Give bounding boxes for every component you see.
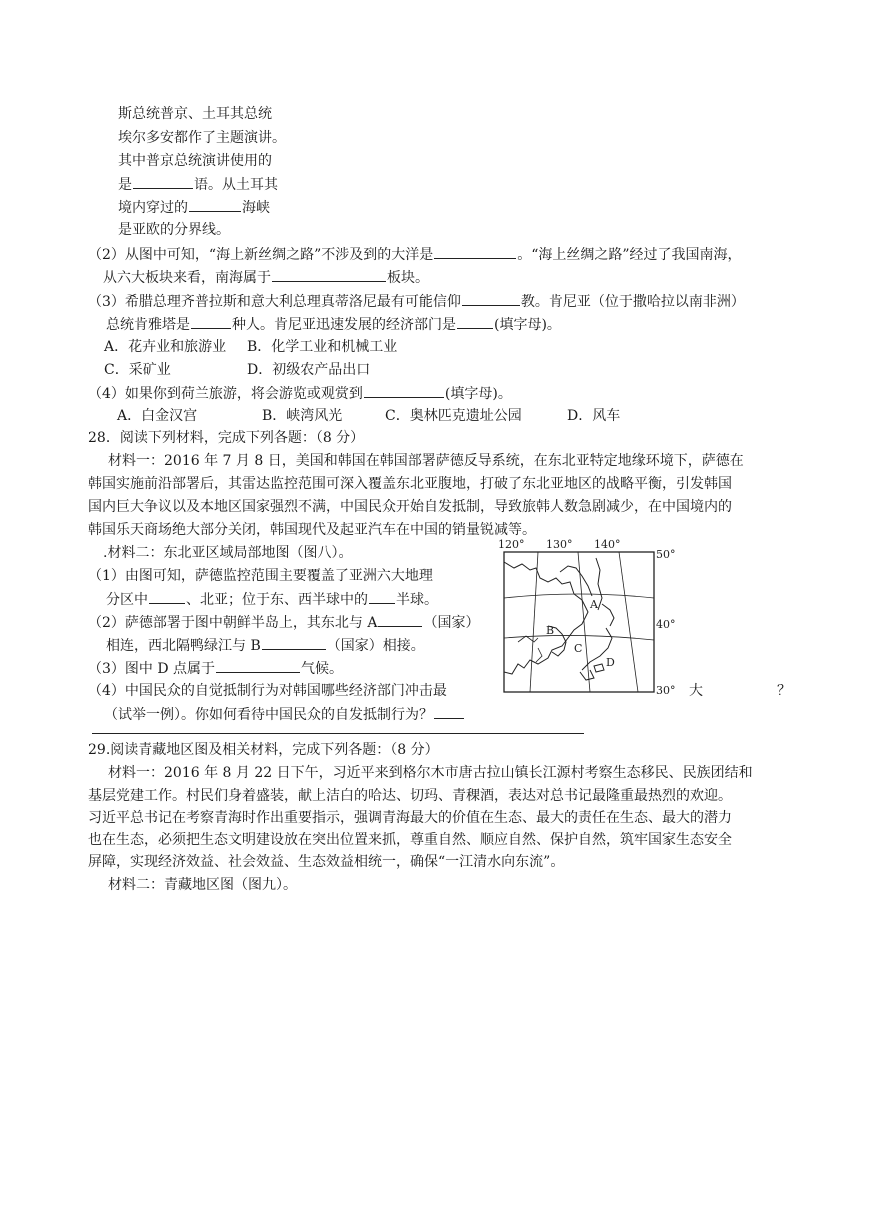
q27-part4-line bbox=[88, 383, 512, 403]
q28-heading: 28．阅读下列材料，完成下列各题：（8 分） bbox=[88, 430, 365, 446]
q28-sub3-text-b: 气候。 bbox=[301, 661, 344, 677]
intro-line-5-text-b: 海峡 bbox=[242, 200, 270, 216]
q28-material1-line2: 韩国实施前沿部署后，其雷达监控范围可深入覆盖东北亚腹地，打破了东北亚地区的战略平衡，引发韩国 bbox=[88, 476, 732, 492]
intro-line-1: 斯总统普京、土耳其总统 bbox=[118, 106, 272, 122]
map-point-a: A bbox=[590, 598, 598, 611]
shikoku-island bbox=[594, 664, 604, 672]
q28-sub1-line2 bbox=[106, 589, 438, 609]
kyushu-island bbox=[580, 670, 594, 680]
q27-part2-text-d: 板块。 bbox=[387, 270, 429, 286]
answer-blank-sector[interactable] bbox=[457, 314, 493, 329]
q27-option-d: D．初级农产品出口 bbox=[247, 362, 371, 378]
q28-sub4-text-d: （试举一例）。你如何看待中国民众的自发抵制行为？ bbox=[104, 707, 433, 723]
intro-line-4 bbox=[118, 174, 278, 194]
q28-sub3-line bbox=[88, 658, 343, 678]
q27-part3-text-b: 教。肯尼亚（位于撒哈拉以南非洲） bbox=[520, 294, 745, 310]
intro-line-4-text-b: 语。从土耳其 bbox=[194, 177, 278, 193]
q28-sub4-line2 bbox=[104, 704, 465, 724]
answer-blank-country-a[interactable] bbox=[378, 612, 422, 627]
lon-label-140: 140° bbox=[594, 538, 621, 551]
q27-option-b: B．化学工业和机械工业 bbox=[247, 339, 398, 355]
q27-part2-line1 bbox=[88, 244, 742, 264]
q27-part3-text-a: （3）希腊总理齐普拉斯和意大利总理真蒂洛尼最有可能信仰 bbox=[88, 294, 461, 310]
q27-part3-text-d: 种人。肯尼亚迅速发展的经济部门是 bbox=[232, 317, 456, 333]
answer-blank-religion[interactable] bbox=[462, 291, 520, 306]
q29-material1-line2: 基层党建工作。村民们身着盛装，献上洁白的哈达、切玛、青稞酒，表达对总书记最隆重最热烈的欢迎。 bbox=[88, 788, 732, 804]
q27-part3-text-e: (填字母)。 bbox=[494, 317, 561, 333]
q29-material1-line4: 也在生态，必须把生态文明建设放在突出位置来抓，尊重自然、顺应自然、保护自然，筑牢国家生态安全 bbox=[88, 832, 732, 848]
q29-material1-line5: 屏障，实现经济效益、社会效益、生态效益相统一，确保“一江清水向东流”。 bbox=[88, 854, 565, 870]
lat-label-30: 30° bbox=[656, 684, 676, 697]
q28-sub4-question-mark: ？ bbox=[777, 683, 791, 699]
q27-part3-line1 bbox=[88, 291, 745, 311]
answer-blank-hemisphere[interactable] bbox=[369, 589, 395, 604]
answer-blank-language[interactable] bbox=[133, 174, 193, 189]
lon-label-120: 120° bbox=[498, 538, 525, 551]
q27-option-a: A．花卉业和旅游业 bbox=[104, 339, 227, 355]
q28-material1-line1: 材料一：2016 年 7 月 8 日，美国和韩国在韩国部署萨德反导系统，在东北亚特定地缘环境下，萨德在 bbox=[108, 453, 744, 469]
answer-blank-region[interactable] bbox=[149, 589, 185, 604]
answer-line-opinion[interactable] bbox=[92, 733, 584, 734]
lat-label-50: 50° bbox=[656, 548, 676, 561]
answer-blank-ocean[interactable] bbox=[434, 244, 516, 259]
q28-sub1-text-d: 半球。 bbox=[396, 592, 438, 608]
map-point-c: C bbox=[574, 642, 583, 655]
meridian-line bbox=[619, 552, 638, 692]
q27-part4-option-a: A．白金汉宫 bbox=[117, 408, 198, 424]
q27-part3-text-c: 总统肯雅塔是 bbox=[106, 317, 190, 333]
q28-sub4-line1: （4）中国民众的自觉抵制行为对韩国哪些经济部门冲击最 bbox=[88, 683, 447, 699]
answer-blank-strait[interactable] bbox=[189, 197, 241, 212]
q28-sub1-text-c: 、北亚；位于东、西半球中的 bbox=[186, 592, 368, 608]
q28-sub2-text-a: （2）萨德部署于图中朝鲜半岛上，其东北与 A bbox=[88, 615, 378, 631]
q27-part4-text-b: (填字母)。 bbox=[444, 386, 512, 402]
q27-part2-text-a: （2）从图中可知，“海上新丝绸之路”不涉及到的大洋是 bbox=[88, 247, 434, 263]
q29-heading: 29.阅读青藏地区图及相关材料，完成下列各题：（8 分） bbox=[88, 742, 439, 758]
coast-north bbox=[560, 566, 592, 596]
q28-sub4-text-da: 大 bbox=[689, 683, 703, 699]
q28-sub1-text-b: 分区中 bbox=[106, 592, 148, 608]
mainland-coast bbox=[504, 562, 588, 674]
lat-label-40: 40° bbox=[656, 618, 676, 631]
answer-blank-opinion[interactable] bbox=[434, 704, 464, 719]
q28-sub2-text-d: （国家）相接。 bbox=[326, 638, 425, 654]
lon-label-130: 130° bbox=[546, 538, 573, 551]
intro-line-6: 是亚欧的分界线。 bbox=[118, 222, 230, 238]
q29-material1-line3: 习近平总书记在考察青海时作出重要指示，强调青海最大的价值在生态、最大的责任在生态、最大的潜力 bbox=[88, 810, 732, 826]
q28-sub2-text-b: （国家） bbox=[423, 615, 480, 631]
answer-blank-country-b[interactable] bbox=[262, 635, 326, 650]
q28-material1-line4: 韩国乐天商场绝大部分关闭，韩国现代及起亚汽车在中国的销量锐减等。 bbox=[88, 522, 536, 538]
q28-sub3-text-a: （3）图中 D 点属于 bbox=[88, 661, 216, 677]
intro-line-2: 埃尔多安都作了主题演讲。 bbox=[118, 130, 286, 146]
q27-part4-option-b: B．峡湾风光 bbox=[262, 408, 343, 424]
q28-material1-line3: 国内巨大争议以及本地区国家强烈不满，中国民众开始自发抵制，导致旅韩人数急剧减少，在中国境内的 bbox=[88, 499, 732, 515]
q27-option-c: C．采矿业 bbox=[104, 362, 171, 378]
q28-sub2-line2 bbox=[106, 635, 425, 655]
answer-blank-netherlands[interactable] bbox=[364, 383, 444, 398]
q28-sub2-text-c: 相连，西北隔鸭绿江与 B bbox=[106, 638, 261, 654]
answer-blank-climate[interactable] bbox=[216, 658, 300, 673]
answer-blank-plate[interactable] bbox=[272, 267, 386, 282]
map-point-b: B bbox=[546, 624, 555, 637]
q27-part4-option-d: D．风车 bbox=[567, 408, 621, 424]
q27-part4-text-a: （4）如果你到荷兰旅游，将会游览或观赏到 bbox=[88, 386, 363, 402]
map-frame bbox=[504, 552, 654, 692]
northeast-asia-map bbox=[478, 538, 680, 706]
q27-part4-option-c: C．奥林匹克遗址公园 bbox=[385, 408, 522, 424]
map-point-d: D bbox=[606, 656, 615, 669]
hokkaido-island bbox=[602, 604, 614, 626]
q27-part2-text-c: 从六大板块来看，南海属于 bbox=[103, 270, 271, 286]
q29-material1-line1: 材料一：2016 年 8 月 22 日下午，习近平来到格尔木市唐古拉山镇长江源村考察生态移民、民族团结和 bbox=[108, 765, 753, 781]
river-line bbox=[536, 648, 542, 662]
q27-part2-line2 bbox=[103, 267, 429, 287]
q28-material2: .材料二：东北亚区域局部地图（图八）。 bbox=[103, 545, 353, 561]
intro-line-5 bbox=[118, 197, 270, 217]
answer-blank-race[interactable] bbox=[191, 314, 231, 329]
meridian-line bbox=[530, 552, 538, 692]
q27-part2-text-b: 。“海上丝绸之路”经过了我国南海， bbox=[517, 247, 742, 263]
intro-line-5-text-a: 境内穿过的 bbox=[118, 200, 188, 216]
intro-line-3: 其中普京总统演讲使用的 bbox=[118, 153, 272, 169]
intro-line-4-text-a: 是 bbox=[118, 177, 132, 193]
q28-sub2-line1 bbox=[88, 612, 479, 632]
q29-material2: 材料二：青藏地区图（图九）。 bbox=[108, 877, 297, 893]
q28-sub1-line1: （1）由图可知，萨德监控范围主要覆盖了亚洲六大地理 bbox=[88, 568, 433, 584]
q27-part3-line2 bbox=[106, 314, 561, 334]
